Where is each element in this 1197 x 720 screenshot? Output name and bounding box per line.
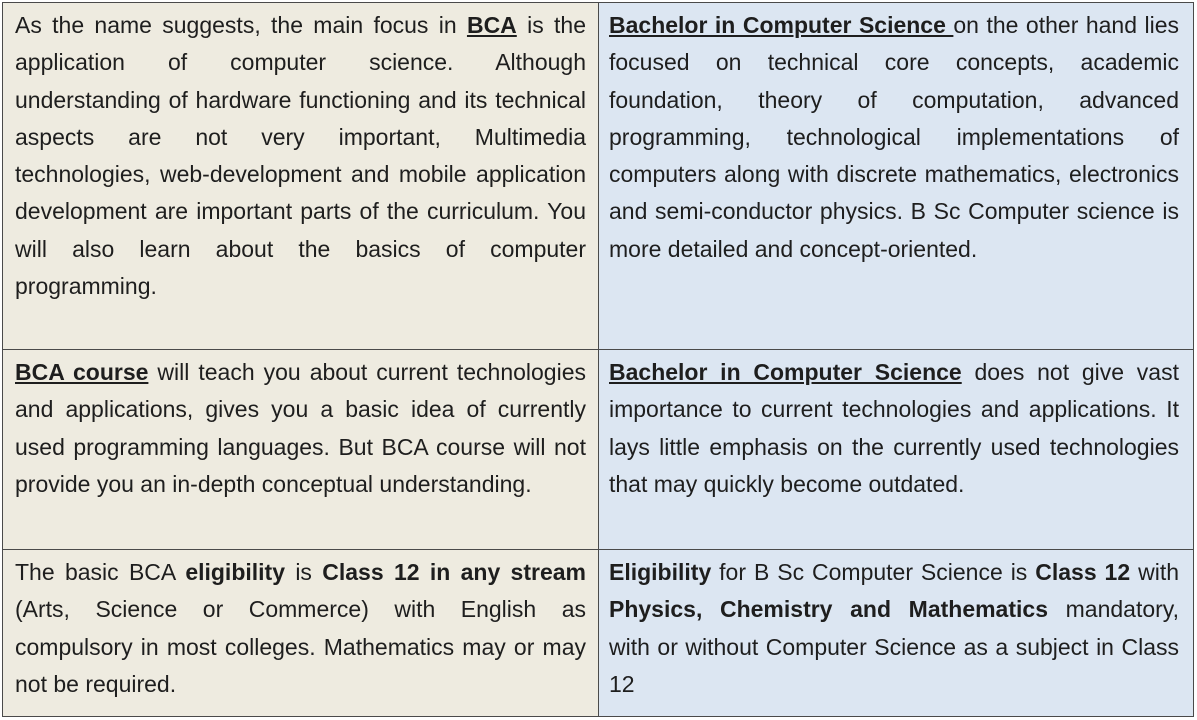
eligibility-term: Eligibility xyxy=(609,559,712,585)
bsc-term: Bachelor in Computer Science xyxy=(609,12,954,38)
bca-course-term: BCA course xyxy=(15,359,149,385)
bsc-term: Bachelor in Computer Science xyxy=(609,359,962,385)
text: is the application of computer science. Although understanding of hardware functioning and its technical aspects are not very important, Multimedia technologies, web-development and mobile application development are important parts of the curriculum. You will also learn about the basics of computer programming. xyxy=(15,12,586,300)
bca-technology-cell xyxy=(3,350,599,550)
text: mandatory, with or without Computer Science as a subject in Class 12 xyxy=(609,596,1179,697)
bca-focus-cell xyxy=(3,3,599,350)
table-row xyxy=(3,3,1194,350)
text: is xyxy=(285,559,323,585)
text: for B Sc Computer Science is xyxy=(711,559,1036,585)
table-row xyxy=(3,550,1194,717)
class-12-any-stream: Class 12 in any stream xyxy=(322,559,586,585)
eligibility-term: eligibility xyxy=(185,559,285,585)
comparison-table xyxy=(2,2,1194,717)
bsc-focus-cell xyxy=(599,3,1194,350)
text: will teach you about current technologies and applications, gives you a basic idea of currently used programming languages. But BCA course will not provide you an in-depth conceptual understanding. xyxy=(15,359,586,497)
text: (Arts, Science or Commerce) with English as compulsory in most colleges. Mathematics may or may not be required. xyxy=(15,596,586,697)
text: does not give vast importance to current technologies and applications. It lays little emphasis on the currently used technologies that may quickly become outdated. xyxy=(609,359,1179,497)
class-12: Class 12 xyxy=(1035,559,1131,585)
required-subjects: Physics, Chemistry and Mathematics xyxy=(609,596,1048,623)
text: on the other hand lies focused on technical core concepts, academic foundation, theory of computation, advanced programming, technological implementations of computers along with discrete mathematics, electronics and semi-conductor physics. B Sc Computer science is more detailed and concept-oriented. xyxy=(609,12,1180,262)
text: The basic BCA xyxy=(15,559,186,585)
table-row xyxy=(3,350,1194,550)
text: As the name suggests, the main focus in xyxy=(15,12,467,38)
bca-eligibility-cell xyxy=(3,550,599,717)
bsc-eligibility-cell xyxy=(599,550,1194,717)
text: with xyxy=(1130,559,1179,585)
bsc-technology-cell xyxy=(599,350,1194,550)
bca-term: BCA xyxy=(466,12,517,38)
